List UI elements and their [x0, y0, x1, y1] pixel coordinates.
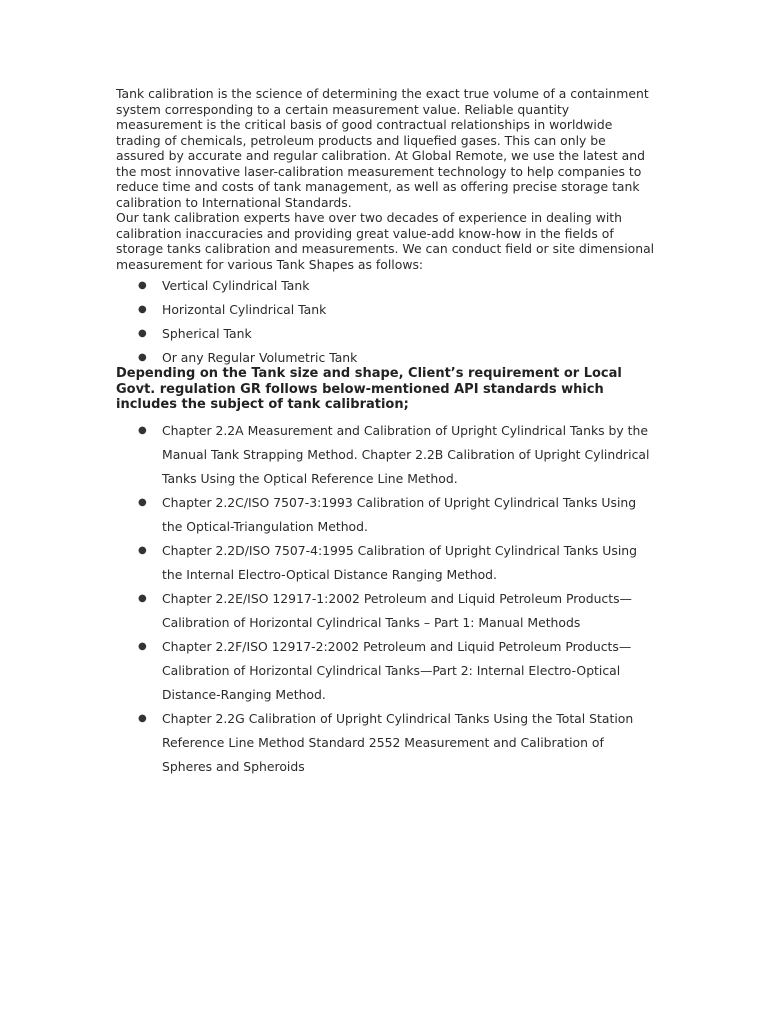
list-item	[116, 419, 656, 491]
list-item-text: Chapter 2.2G Calibration of Upright Cylindrical Tanks Using the Total Station Reference Line Method Standard 2552 Measurement and Calibration of Spheres and Spheroids	[162, 710, 634, 774]
bullet-icon: ●	[138, 280, 147, 291]
bullet-icon: ●	[138, 352, 147, 363]
list-item	[116, 302, 656, 318]
list-item-text: Vertical Cylindrical Tank	[162, 278, 310, 293]
list-item-text: Spherical Tank	[162, 326, 252, 341]
list-item	[116, 587, 656, 635]
document-page	[116, 86, 656, 779]
bullet-icon: ●	[138, 712, 147, 724]
list-item-text: Chapter 2.2C/ISO 7507-3:1993 Calibration of Upright Cylindrical Tanks Using the Optical-Triangulation Method.	[162, 494, 637, 534]
api-standards-list	[116, 419, 656, 779]
list-item	[116, 635, 656, 707]
list-item-text: Chapter 2.2D/ISO 7507-4:1995 Calibration of Upright Cylindrical Tanks Using the Internal Electro-Optical Distance Ranging Method.	[162, 542, 637, 582]
intro-paragraph-2: Our tank calibration experts have over two decades of experience in dealing with calibration inaccuracies and providing great value-add know-how in the fields of storage tanks calibration and measurements. We can conduct field or site dimensional measurement for various Tank Shapes as follows:	[116, 210, 655, 272]
list-item-text: Chapter 2.2A Measurement and Calibration of Upright Cylindrical Tanks by the Manual Tank Strapping Method. Chapter 2.2B Calibration of Upright Cylindrical Tanks Using the Optical Reference Line Method.	[162, 422, 650, 486]
list-item	[116, 278, 656, 294]
list-item	[116, 491, 656, 539]
standards-heading: Depending on the Tank size and shape, Client’s requirement or Local Govt. regulation GR follows below-mentioned API standards which includes the subject of tank calibration;	[116, 366, 622, 412]
bullet-icon: ●	[138, 544, 147, 556]
list-item	[116, 539, 656, 587]
list-item-text: Or any Regular Volumetric Tank	[162, 350, 358, 365]
bullet-icon: ●	[138, 424, 147, 436]
list-item-text: Chapter 2.2F/ISO 12917-2:2002 Petroleum and Liquid Petroleum Products—Calibration of Horizontal Cylindrical Tanks—Part 2: Internal Electro-Optical Distance-Ranging Method.	[162, 638, 632, 702]
bullet-icon: ●	[138, 592, 147, 604]
bullet-icon: ●	[138, 496, 147, 508]
list-item	[116, 326, 656, 342]
list-item	[116, 707, 656, 779]
bullet-icon: ●	[138, 304, 147, 315]
bullet-icon: ●	[138, 640, 147, 652]
list-item	[116, 350, 656, 366]
tank-shapes-list	[116, 278, 656, 366]
list-item-text: Chapter 2.2E/ISO 12917-1:2002 Petroleum and Liquid Petroleum Products—Calibration of Horizontal Cylindrical Tanks – Part 1: Manual Methods	[162, 590, 632, 630]
intro-paragraph-1: Tank calibration is the science of determining the exact true volume of a containment system corresponding to a certain measurement value. Reliable quantity measurement is the critical basis of good contractual relationships in worldwide trading of chemicals, petroleum products and liquefied gases. This can only be assured by accurate and regular calibration. At Global Remote, we use the latest and the most innovative laser-calibration measurement technology to help companies to reduce time and costs of tank management, as well as offering precise storage tank calibration to International Standards.	[116, 86, 649, 210]
list-item-text: Horizontal Cylindrical Tank	[162, 302, 327, 317]
bullet-icon: ●	[138, 328, 147, 339]
